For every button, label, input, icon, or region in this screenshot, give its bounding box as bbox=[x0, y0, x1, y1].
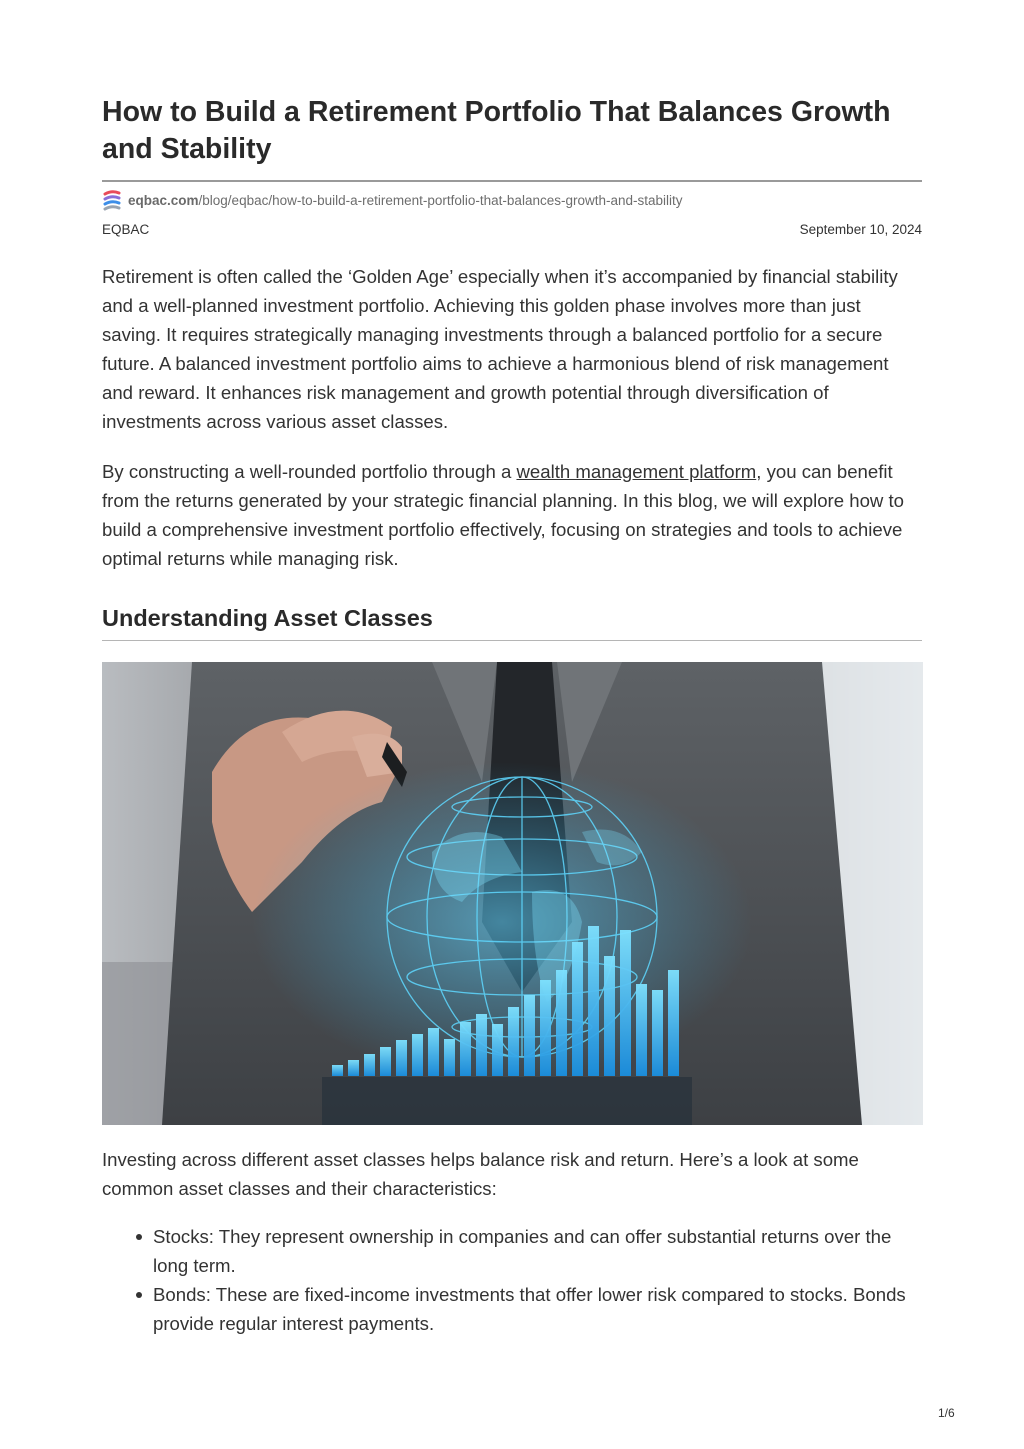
second-paragraph bbox=[102, 457, 922, 573]
page-number: 1/6 bbox=[938, 1406, 955, 1420]
title-divider bbox=[102, 180, 922, 182]
hero-image bbox=[102, 662, 923, 1125]
p2-text-end: , you can benefit from the returns generated by your strategic financial planning. In this blog, we will explore how to build a comprehensive investment portfolio effectively, focusing on strategies and tools to achieve optimal returns while managing risk. bbox=[102, 461, 905, 569]
site-logo-icon bbox=[102, 189, 122, 211]
asset-classes-intro: Investing across different asset classes helps balance risk and return. Here’s a look at some common asset classes and their characteristics: bbox=[102, 1149, 859, 1199]
author: EQBAC bbox=[102, 222, 150, 237]
source-path[interactable]: /blog/eqbac/how-to-build-a-retirement-portfolio-that-balances-growth-and-stability bbox=[198, 192, 683, 208]
list-item: Bonds: These are fixed-income investments that offer lower risk compared to stocks. Bonds provide regular interest payments. bbox=[102, 1280, 922, 1338]
section-heading: Understanding Asset Classes bbox=[102, 605, 433, 631]
hero-illustration bbox=[102, 662, 923, 1125]
p2-text-start: By constructing a well-rounded portfolio through a bbox=[102, 461, 517, 482]
list-item: Stocks: They represent ownership in companies and can offer substantial returns over the long term. bbox=[102, 1222, 922, 1280]
asset-class-list bbox=[102, 1222, 922, 1338]
section-divider bbox=[102, 640, 922, 641]
source-domain[interactable]: eqbac.com bbox=[128, 192, 199, 208]
publish-date: September 10, 2024 bbox=[799, 222, 922, 237]
article-meta bbox=[102, 222, 922, 237]
wealth-management-link[interactable]: wealth management platform bbox=[516, 461, 757, 482]
article-title: How to Build a Retirement Portfolio That Balances Growth and Stability bbox=[102, 96, 891, 165]
source-url[interactable] bbox=[102, 189, 922, 211]
intro-paragraph: Retirement is often called the ‘Golden Age’ especially when it’s accompanied by financial stability and a well-planned investment portfolio. Achieving this golden phase involves more than just saving. It requires strategically managing investments through a balanced portfolio for a secure future. A balanced investment portfolio aims to achieve a harmonious blend of risk management and reward. It enhances risk management and growth potential through diversification of investments across various asset classes. bbox=[102, 266, 898, 432]
